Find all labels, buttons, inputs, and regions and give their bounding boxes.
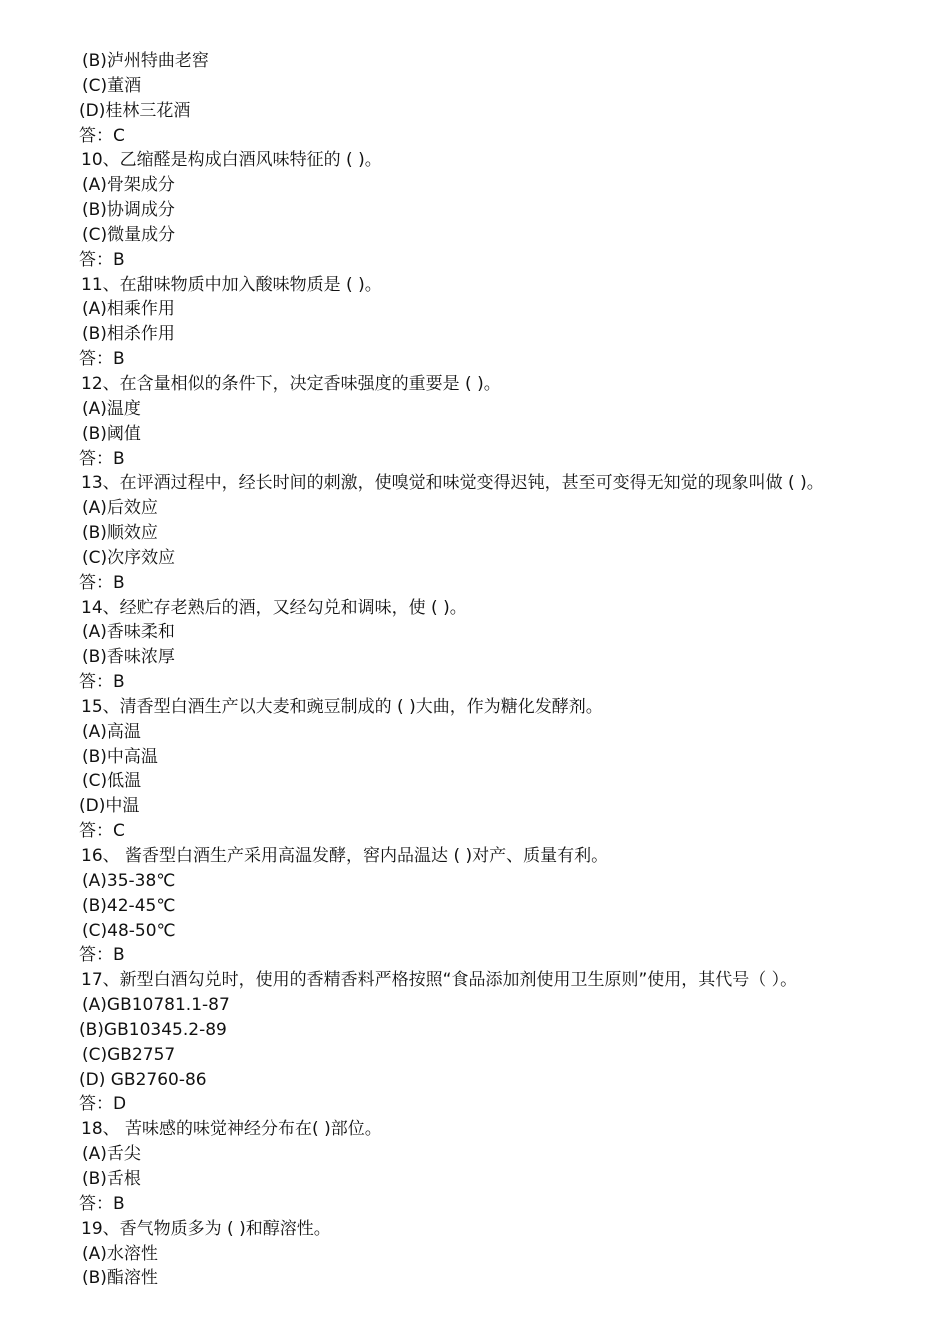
option-text: (B)阈值 [82, 423, 141, 444]
document-page [0, 49, 950, 1291]
option-text: (C)微量成分 [82, 224, 176, 245]
option-text: (A)35-38℃ [82, 870, 176, 891]
question-text: 19、香气物质多为 ( )和醇溶性。 [81, 1218, 331, 1239]
option-text: (D)桂林三花酒 [79, 100, 191, 121]
question-text: 11、在甜味物质中加入酸味物质是 ( )。 [81, 274, 382, 295]
answer-text: 答：B [79, 945, 125, 966]
option-text: (A)香味柔和 [82, 622, 175, 643]
option-text: (A)GB10781.1-87 [82, 995, 230, 1016]
question-text: 13、在评酒过程中，经长时间的刺激，使嗅觉和味觉变得迟钝，甚至可变得无知觉的现象叫做 ( )。 [81, 473, 824, 494]
question-text: 14、经贮存老熟后的酒，又经勾兑和调味，使 ( )。 [81, 597, 467, 618]
option-text: (A)舌尖 [82, 1144, 141, 1165]
question-text: 12、在含量相似的条件下，决定香味强度的重要是 ( )。 [81, 373, 501, 394]
option-text: (A)相乘作用 [82, 299, 175, 320]
option-text: (A)后效应 [82, 498, 158, 519]
option-text: (A)温度 [82, 398, 141, 419]
question-text: 10、乙缩醛是构成白酒风味特征的 ( )。 [81, 150, 382, 171]
option-text: (D) GB2760-86 [79, 1069, 207, 1090]
option-text: (B)中高温 [82, 746, 158, 767]
option-text: (B)香味浓厚 [82, 647, 175, 668]
question-text: 17、新型白酒勾兑时，使用的香精香料严格按照“食品添加剂使用卫生原则”使用，其代号（ ）。 [81, 970, 798, 991]
option-text: (C)次序效应 [82, 547, 176, 568]
option-text: (C)48-50℃ [82, 920, 176, 941]
option-text: (B)顺效应 [82, 523, 158, 544]
option-text: (B)协调成分 [82, 200, 175, 221]
answer-text: 答：B [79, 1193, 125, 1214]
answer-text: 答：B [79, 572, 125, 593]
option-text: (C)低温 [82, 771, 142, 792]
question-text: 18、 苦味感的味觉神经分布在( )部位。 [81, 1119, 382, 1140]
answer-text: 答：B [79, 349, 125, 370]
option-text: (B)42-45℃ [82, 895, 176, 916]
option-text: (B)泸州特曲老窖 [82, 51, 209, 71]
option-text: (B)酯溶性 [82, 1268, 158, 1289]
answer-text: 答：D [79, 1094, 127, 1115]
option-text: (B)GB10345.2-89 [79, 1019, 227, 1040]
answer-text: 答：B [79, 672, 125, 693]
option-text: (B)相杀作用 [82, 324, 175, 345]
option-text: (B)舌根 [82, 1168, 141, 1189]
answer-text: 答：B [79, 448, 125, 469]
question-text: 16、 酱香型白酒生产采用高温发酵，窖内品温达 ( )对产、质量有利。 [81, 846, 609, 866]
option-text: (A)高温 [82, 721, 141, 742]
question-text: 15、清香型白酒生产以大麦和豌豆制成的 ( )大曲，作为糖化发酵剂。 [81, 696, 603, 717]
answer-text: 答：C [79, 821, 125, 842]
option-text: (C)董酒 [82, 75, 142, 96]
answer-text: 答：C [79, 125, 125, 146]
option-text: (C)GB2757 [82, 1044, 176, 1065]
answer-text: 答：B [79, 249, 125, 270]
option-text: (A)水溶性 [82, 1243, 158, 1264]
option-text: (D)中温 [79, 796, 140, 817]
option-text: (A)骨架成分 [82, 175, 175, 196]
